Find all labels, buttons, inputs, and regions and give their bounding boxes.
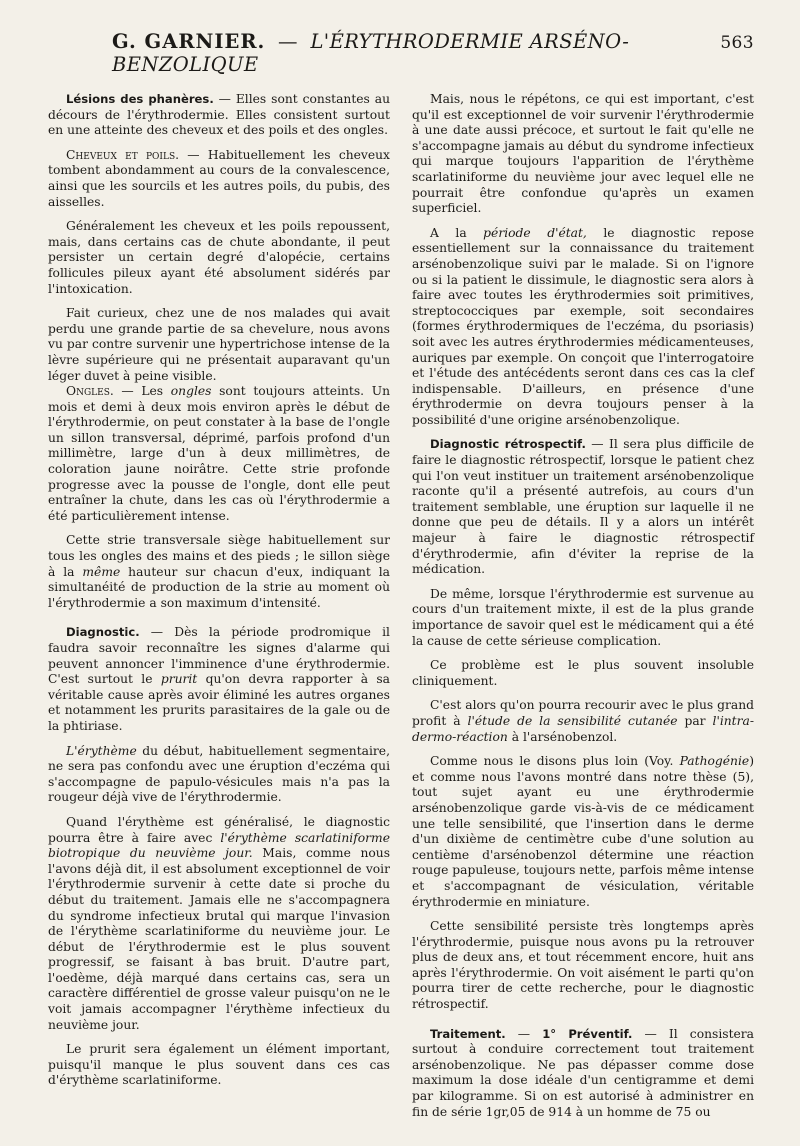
italic-term: prurit [160,672,198,687]
paragraph-traitement [412,1027,754,1121]
paragraph [412,698,754,745]
paragraph-text: par [677,713,713,728]
paragraph-text: — Il consistera surtout à conduire correctement tout traitement arsénobenzolique. Ne pas dépasser comme dose maximum la dose idéale d'un centigramme et demi par kilogramme. Si on est autorisé à administrer en fin de série 1gr,05 de 914 à un homme de 75 ou [412,1026,754,1119]
italic-term: même [82,564,121,579]
paragraph-text: — Elles sont constantes au décours de l'érythrodermie. Elles consistent surtout en une atteinte des cheveux et des poils et des ongles. [48,92,390,138]
paragraph: Cette sensibilité persiste très longtemps après l'érythrodermie, puisque nous avons pu la retrouver plus de deux ans, et tout récemment encore, huit ans après l'érythrodermie. On voit aisément le parti qu'on pourra tirer de cette recherche, pour le diagnostic rétrospectif. [412,919,754,1012]
italic-term: l'étude de la sensibilité cutanée [467,713,678,728]
paragraph-text: Quand l'érythème est généralisé, le diagnostic pourra être à faire avec [48,814,390,845]
paragraph-cheveux-poils [48,148,390,210]
paragraph [48,744,390,806]
paragraph-text: — Dès la période prodromique il faudra savoir reconnaître les signes d'alarme qui peuvent annoncer l'imminence d'une érythrodermie. C'est surtout le [48,625,390,687]
subsection-heading: 1° Préventif. [542,1026,633,1041]
paragraph-text: Mais, comme nous l'avons déjà dit, il est absolument exceptionnel de voir l'érythrodermie survenir à cette date si proche du début du traitement. Jamais elle ne s'accompagnera du syndrome infectieux brutal qui marque l'invasion de l'érythème scarlatiniforme du neuvième jour. Le début de l'érythrodermie est le plus souvent progressif, se faisant à bas bruit. D'autre part, l'oedème, déjà marqué dans certains cas, sera un caractère différentiel de grosse valeur puisqu'on ne le voit jamais accompagner l'érythème infectieux du neuvième jour. [48,846,391,1032]
paragraph-text: C'est alors qu'on pourra recourir avec le plus grand profit à [412,698,754,728]
paragraph: Généralement les cheveux et les poils repoussent, mais, dans certains cas de chute abondante, il peut persister un certain degré d'alopécie, certains follicules pileux ayant été absolument sidérés par l'intoxication. [48,219,390,296]
paragraph-text: — Les [113,384,171,399]
paragraph: Le prurit sera également un élément important, puisqu'il manque le plus souvent dans ces cas d'érythème scarlatiniforme. [48,1042,390,1088]
text-columns [48,92,754,1120]
paragraph-text: ) et comme nous l'avons montré dans notre thèse (5), tout sujet ayant eu une érythrodermie arsénobenzolique garde vis-à-vis de ce médicament une telle sensibilité, que l'insertion dans le derme d'un dixième de centimètre cube d'une solution au centième d'arsénobenzol détermine une réaction rouge papuleuse, toujours nette, parfois même intense et s'accompagnant de vésiculation, véritable érythrodermie en miniature. [412,754,755,909]
paragraph-text: hauteur sur chacun d'eux, indiquant la simultanéité de production de la strie au moment où l'érythrodermie a son maximum d'intensité. [48,564,390,610]
paragraph-periode-etat [412,226,754,429]
italic-term: ongles [170,384,212,399]
section-heading: Diagnostic rétrospectif. [430,437,586,452]
italic-term: période d'état, [483,225,587,240]
paragraph-text: Cette strie transversale siège habituellement sur tous les ongles des mains et des pieds ; le sillon siège à la [48,533,390,579]
paragraph-text: du début, habituellement segmentaire, ne sera pas confondu avec une éruption d'eczéma qui s'accompagne de papulo-vésicules mais n'a pas la rougeur déjà vive de l'érythrodermie. [48,743,390,805]
paragraph: De même, lorsque l'érythrodermie est survenue au cours d'un traitement mixte, il est de la plus grande importance de savoir quel est le médicament qui a été la cause de cette sérieuse complication. [412,586,754,648]
paragraph: Ce problème est le plus souvent insoluble cliniquement. [412,658,754,688]
section-heading: Traitement. [430,1026,506,1041]
left-column [48,92,390,1120]
paragraph-text: — Il sera plus difficile de faire le diagnostic rétrospectif, lorsque le patient chez qui l'on veut instituer un traitement arsénobenzolique raconte qu'il a présenté autrefois, au cours d'un traitement semblable, une éruption sur laquelle il ne donne que peu de détails. Il y a alors un intérêt majeur à faire le diagnostic rétrospectif d'érythrodermie, afin d'éviter la reprise de la médication. [412,437,754,577]
paragraph: Fait curieux, chez une de nos malades qui avait perdu une grande partie de sa chevelure, nous avons vu par contre survenir une hypertrichose intense de la lèvre supérieure qui ne présentait auparavant qu'un léger duvet à peine visible. [48,306,390,383]
paragraph-lesions-phaneres [48,92,390,139]
right-column [412,92,754,1120]
italic-term: l'érythème scarlatiniforme biotropique du neuvième jour. [48,830,390,861]
italic-term: L'érythème [66,743,137,758]
paragraph [48,815,390,1033]
running-head [112,30,754,76]
paragraph-text: Comme nous le disons plus loin (Voy. [430,754,680,769]
paragraph-text: A la [430,225,484,240]
paragraph-text: — Habituellement les cheveux tombent abondamment au cours de la convalescence, ainsi que les sourcils et les autres poils, du pubis, des aisselles. [48,147,390,209]
paragraph-diagnostic-retrospectif [412,437,754,577]
paragraph-text: qu'on devra rapporter à sa véritable cause après avoir éliminé les autres organes et notamment les prurits parasitaires de la gale ou de la phtiriase. [48,672,390,733]
paragraph-text: sont toujours atteints. Un mois et demi à deux mois environ après le début de l'érythrodermie, on peut constater à la base de l'ongle un sillon transversal, déprimé, parfois profond d'un millimètre, large d'un à deux millimètres, de coloration jaune noirâtre. Cette strie profonde progresse avec la pousse de l'ongle, dont elle peut entraîner la chute, dans les cas où l'érythrodermie a été particulièrement intense. [48,384,391,523]
subsection-heading: Ongles. [66,384,114,399]
author-name: G. GARNIER. [112,30,266,53]
italic-term: Pathogénie [679,754,750,769]
section-heading: Diagnostic. [66,625,140,640]
paragraph [412,754,754,910]
header-dash: — [277,30,298,53]
paragraph-diagnostic [48,625,390,734]
italic-term: l'intra-dermo-réaction [412,713,754,744]
article-title: L'ÉRYTHRODERMIE ARSÉNO-BENZOLIQUE [112,30,630,76]
paragraph [48,533,390,611]
paragraph-text: à l'arsénobenzol. [507,729,618,744]
paragraph-text: le diagnostic repose essentiellement sur la connaissance du traitement arsénobenzolique suivi par le malade. Si on l'ignore ou si la patient le dissimule, le diagnostic sera alors à faire avec toutes les érythrodermies soit primitives, streptococciques par exemple, soit secondaires (formes érythrodermiques de l'eczéma, du psoriasis) soit avec les autres érythrodermies médicamenteuses, auriques par exemple. On conçoit que l'interrogatoire et l'étude des antécédents seront dans ces cas la clef indispensable. D'ailleurs, en présence d'une érythrodermie on devra toujours penser à la possibilité d'une origine arsénobenzolique. [412,225,755,427]
paragraph-text: — [505,1026,543,1041]
paragraph-ongles [48,384,390,524]
paragraph: Mais, nous le répétons, ce qui est important, c'est qu'il est exceptionnel de voir survenir l'érythrodermie à une date aussi précoce, et surtout le fait qu'elle ne s'accompagne jamais au début du syndrome infectieux qui marque toujours l'apparition de l'érythème scarlatiniforme du neuvième jour avec lequel elle ne pourrait être confondue qu'après un examen superficiel. [412,92,754,216]
page-number: 563 [720,33,754,53]
section-heading: Lésions des phanères. [66,92,214,106]
running-head-text [112,30,720,76]
subsection-heading: Cheveux et poils. [66,147,180,162]
